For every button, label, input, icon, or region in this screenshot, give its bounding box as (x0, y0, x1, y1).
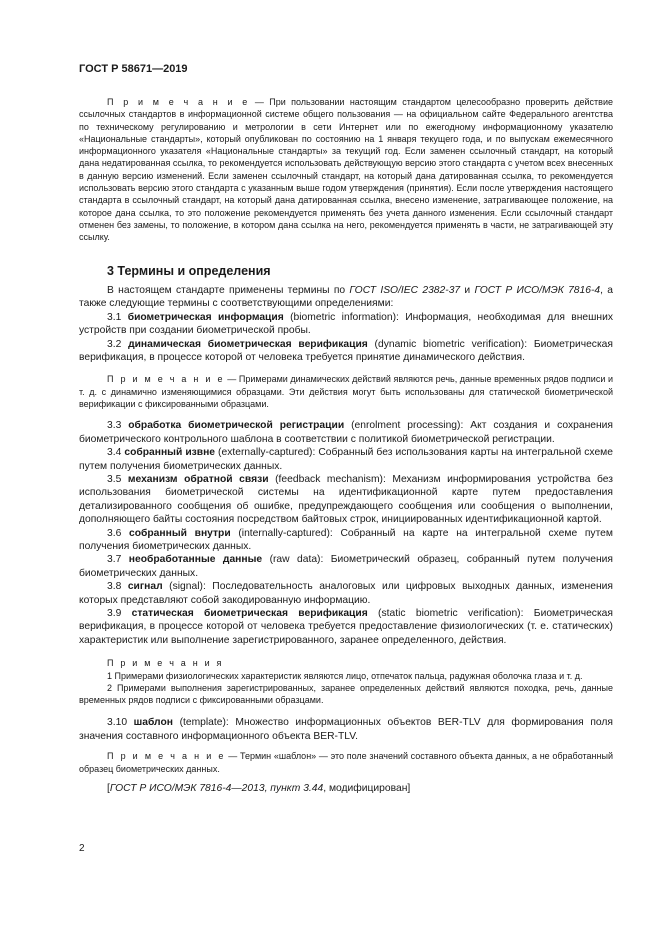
section-heading: 3 Термины и определения (107, 264, 271, 278)
ref-link: ГОСТ ISO/IEC 2382-37 (349, 285, 461, 296)
term-title: статическая биометрическая верификация (131, 608, 368, 620)
source-reference: [ГОСТ Р ИСО/МЭК 7816-4—2013, пункт 3.44, модифицирован] (107, 782, 411, 794)
note-3-10: П р и м е ч а н и е — Термин «шаблон» — это поле значений составного объекта данных, а не обработанный образец биометрических данных. (79, 751, 613, 774)
term-title: собранный внутри (128, 527, 231, 539)
term-title: динамическая биометрическая верификация (128, 338, 368, 350)
term-title: необработанные данные (128, 554, 263, 566)
note-item: 1 Примерами физиологических характеристик являются лицо, отпечаток пальца, радужная оболочка глаза и т. д. (107, 670, 583, 681)
term-3-8: 3.8 сигнал (signal): Последовательность аналоговых или цифровых выходных данных, изменения которых представляют собой закодированную информацию. (79, 581, 613, 606)
term-3-7: 3.7 необработанные данные (raw data): Биометрический образец, собранный путем получения биометрических данных. (79, 554, 613, 579)
term-title: биометрическая информация (127, 311, 284, 323)
notes-3-9 (79, 657, 613, 706)
note-3-2: П р и м е ч а н и е — Примерами динамических действий являются речь, данные временных рядов подписи и т. д. с динамично изменяющимися образцами. Эти действия могут быть использованы для статической биометрической верификации с фиксированными образцами. (79, 374, 613, 410)
ref-link: ГОСТ Р ИСО/МЭК 7816-4 (474, 285, 601, 296)
term-3-4: 3.4 собранный извне (externally-captured): Собранный без использования карты на интегральной схеме путем получения биометрических данных. (79, 447, 613, 472)
section-intro: В настоящем стандарте применены термины по ГОСТ ISO/IEC 2382-37 и ГОСТ Р ИСО/МЭК 7816-4, а также следующие термины с соответствующими определениями: (79, 285, 614, 310)
term-3-3: 3.3 обработка биометрической регистрации (enrolment processing): Акт создания и сохранения биометрического контрольного шаблона в соответствии с политикой биометрической регистрации. (79, 420, 613, 445)
term-title: собранный извне (124, 447, 216, 459)
page-number: 2 (79, 843, 85, 854)
term-title: сигнал (127, 581, 163, 593)
reference-note (79, 96, 613, 244)
notes-label: П р и м е ч а н и я (107, 658, 224, 669)
section-body (79, 284, 613, 795)
term-title: обработка биометрической регистрации (128, 420, 345, 432)
term-3-10: 3.10 шаблон (template): Множество информационных объектов BER-TLV для формирования поля значения составного информационного объекта BER-TLV. (79, 717, 613, 742)
note-label: П р и м е ч а н и е (107, 97, 250, 107)
term-3-9: 3.9 статическая биометрическая верификация (static biometric verification): Биометрическая верификация, в процессе которой от человека требуется предоставление физиологических (т. е. статических) характеристик или выполнение зарегистрированного, заранее определенного, действия. (79, 608, 613, 646)
note-text: — При пользовании настоящим стандартом целесообразно проверить действие ссылочных стандартов в информационной системе общего пользования — на официальном сайте Федерального агентства по техническому регулированию и метрологии в сети Интернет или по ежегодному информационному указателю «Национальные стандарты», который опубликован по состоянию на 1 января текущего года, и по выпускам ежемесячного информационного указателя «Национальные стандарты» за текущий год. Если заменен ссылочный стандарт, на который дана недатированная ссылка, то рекомендуется использовать действующую версию этого стандарта с учетом всех внесенных в данную версию изменений. Если заменен ссылочный стандарт, на который дана датированная ссылка, то рекомендуется использовать версию этого стандарта с указанным выше годом утверждения (принятия). Если после утверждения настоящего стандарта в ссылочный стандарт, на который дана датированная ссылка, внесено изменение, затрагивающее положение, на которое дана ссылка, то это положение рекомендуется применять без учета данного изменения. Если ссылочный стандарт отменен без замены, то положение, в котором дана ссылка на него, рекомендуется применять в части, не затрагивающей эту ссылку. (79, 97, 613, 243)
document-header: ГОСТ Р 58671—2019 (79, 63, 188, 75)
term-3-5: 3.5 механизм обратной связи (feedback mechanism): Механизм информирования устройства без использования биометрической системы на идентификационной карте путем предоставления детализированного сообщения об ошибке, предупреждающего сообщения или сообщения о выполнении, дополняющего байты состояния посредством байтовых строк, инициированных идентификационной картой. (79, 473, 613, 526)
term-3-6: 3.6 собранный внутри (internally-captured): Собранный на карте на интегральной схеме путем получения биометрических данных. (79, 527, 613, 552)
term-3-1: 3.1 биометрическая информация (biometric information): Информация, необходимая для внешних устройств при создании биометрической пробы. (79, 311, 614, 337)
term-title: механизм обратной связи (127, 473, 269, 485)
term-3-2: 3.2 динамическая биометрическая верификация (dynamic biometric verification): Биометрическая верификация, в процессе которой от человека требуется принятие динамического действия. (79, 338, 613, 364)
term-title: шаблон (133, 717, 173, 729)
note-item: 2 Примерами выполнения зарегистрированных, заранее определенных действий являются походка, речь, данные временных рядов подписи с фиксированными образцами. (79, 682, 613, 706)
